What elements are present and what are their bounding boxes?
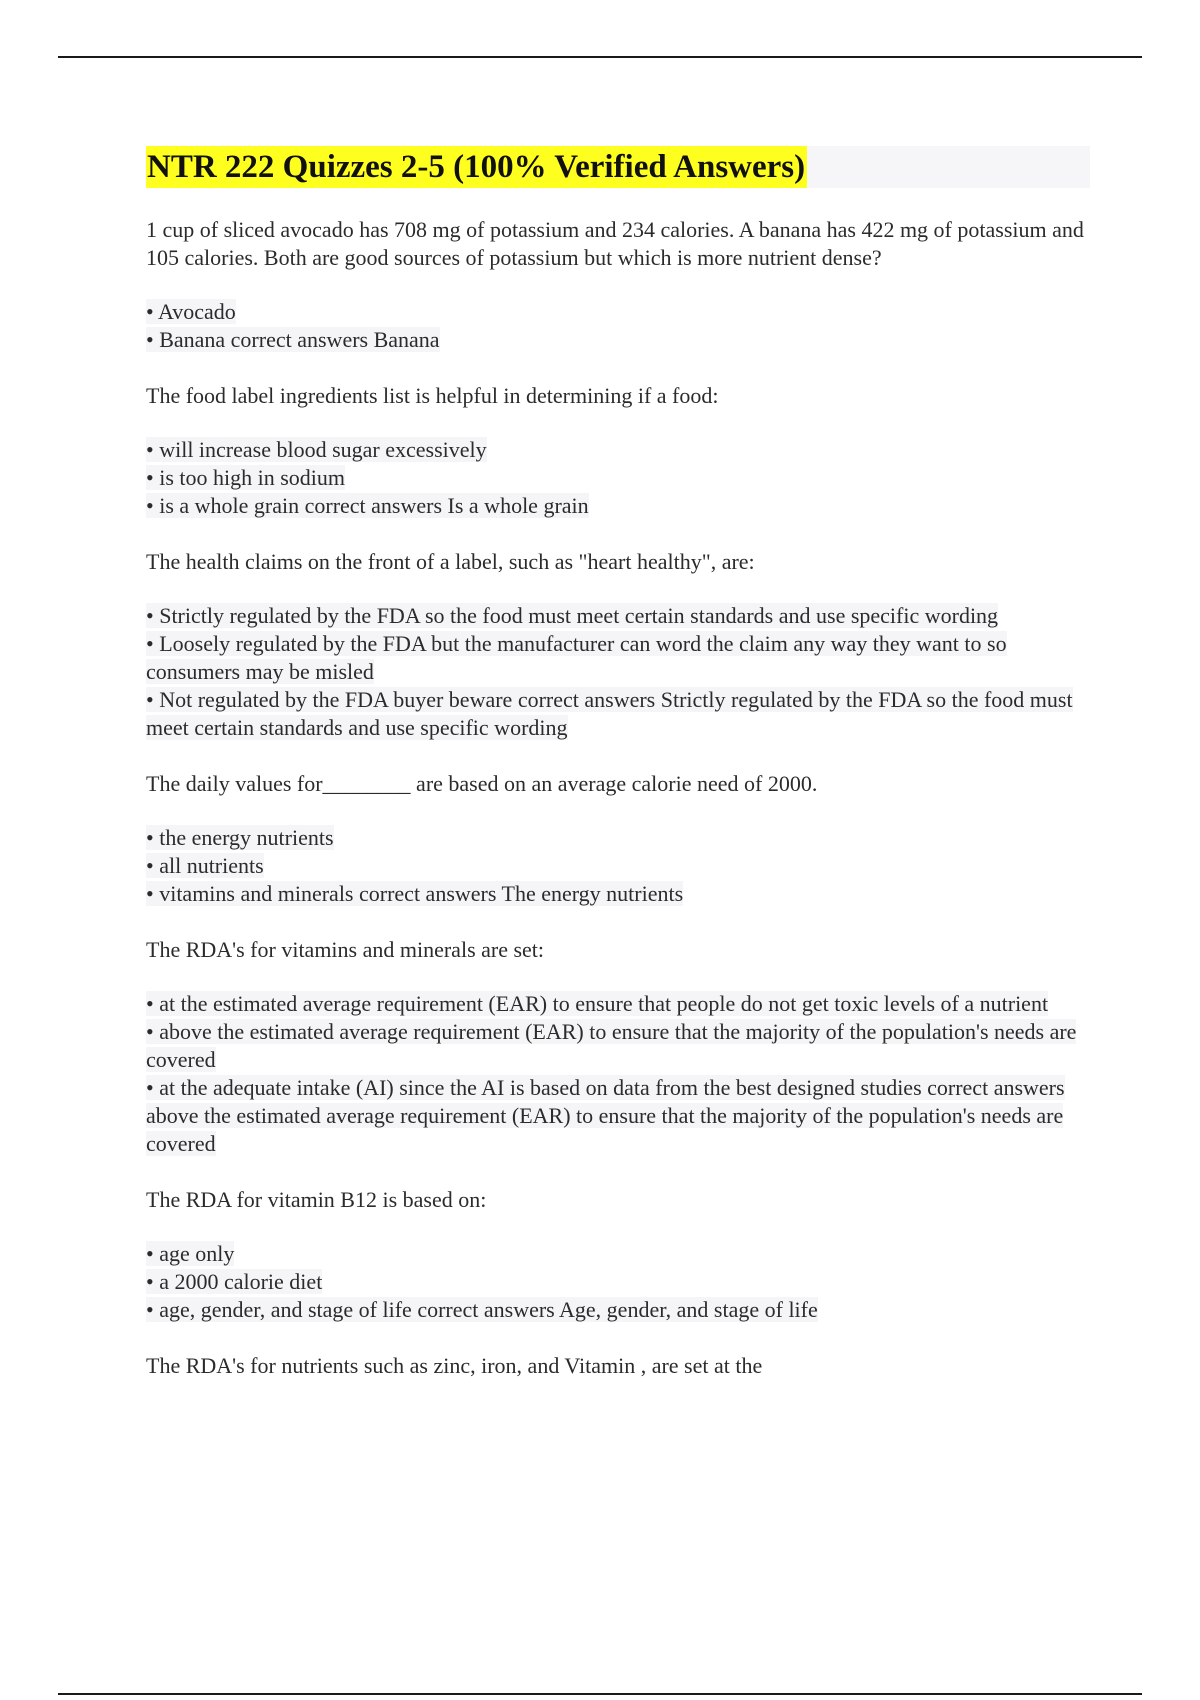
question-block (146, 1186, 1090, 1324)
answer-option (146, 630, 1090, 686)
answer-options (146, 436, 1090, 520)
answer-option (146, 492, 1090, 520)
answer-options (146, 1240, 1090, 1324)
answer-option-text: • Banana correct answers Banana (146, 327, 440, 352)
answer-options (146, 602, 1090, 742)
answer-option (146, 852, 1090, 880)
question-text: The RDA's for nutrients such as zinc, iron, and Vitamin , are set at the (146, 1353, 763, 1378)
answer-option (146, 464, 1090, 492)
answer-option-text: • is too high in sodium (146, 465, 345, 490)
answer-option (146, 990, 1090, 1018)
answer-option (146, 824, 1090, 852)
answer-option-text: • Not regulated by the FDA buyer beware correct answers Strictly regulated by the FDA so the food must meet certain standards and use specific wording (146, 687, 1073, 740)
question-text: The daily values for________ are based on an average calorie need of 2000. (146, 771, 818, 796)
document-title: NTR 222 Quizzes 2-5 (100% Verified Answers) (146, 146, 807, 188)
question-text: 1 cup of sliced avocado has 708 mg of potassium and 234 calories. A banana has 422 mg of potassium and 105 calories. Both are good sources of potassium but which is more nutrient dense? (146, 217, 1084, 270)
answer-option (146, 436, 1090, 464)
answer-option-text: • age only (146, 1241, 235, 1266)
answer-options (146, 298, 1090, 354)
answer-option-text: • will increase blood sugar excessively (146, 437, 487, 462)
answer-option-text: • a 2000 calorie diet (146, 1269, 323, 1294)
answer-option (146, 326, 1090, 354)
answer-option (146, 1240, 1090, 1268)
answer-option-text: • Strictly regulated by the FDA so the food must meet certain standards and use specific wording (146, 603, 999, 628)
answer-option (146, 880, 1090, 908)
answer-option (146, 1268, 1090, 1296)
question-text: The RDA's for vitamins and minerals are set: (146, 937, 545, 962)
question-text: The health claims on the front of a label, such as "heart healthy", are: (146, 549, 755, 574)
document-body (146, 146, 1090, 1406)
answer-option (146, 602, 1090, 630)
question-block (146, 548, 1090, 742)
answer-option-text: • at the adequate intake (AI) since the AI is based on data from the best designed studies correct answers above the estimated average requirement (EAR) to ensure that the majority of the population's needs are covered (146, 1075, 1065, 1156)
title-row (146, 146, 1090, 188)
header-rule (58, 56, 1142, 58)
footer-rule (58, 1693, 1142, 1695)
answer-option-text: • the energy nutrients (146, 825, 334, 850)
answer-option-text: • at the estimated average requirement (EAR) to ensure that people do not get toxic levels of a nutrient (146, 991, 1049, 1016)
question-block (146, 216, 1090, 354)
question-list (146, 216, 1090, 1380)
question-text: The food label ingredients list is helpful in determining if a food: (146, 383, 719, 408)
answer-option-text: • above the estimated average requirement (EAR) to ensure that the majority of the population's needs are covered (146, 1019, 1077, 1072)
question-block (146, 1352, 1090, 1380)
answer-options (146, 990, 1090, 1158)
answer-options (146, 824, 1090, 908)
question-block (146, 770, 1090, 908)
answer-option (146, 1296, 1090, 1324)
answer-option (146, 686, 1090, 742)
answer-option-text: • age, gender, and stage of life correct answers Age, gender, and stage of life (146, 1297, 818, 1322)
answer-option-text: • Loosely regulated by the FDA but the manufacturer can word the claim any way they want to so consumers may be misled (146, 631, 1007, 684)
answer-option-text: • vitamins and minerals correct answers The energy nutrients (146, 881, 684, 906)
question-text: The RDA for vitamin B12 is based on: (146, 1187, 487, 1212)
answer-option-text: • is a whole grain correct answers Is a whole grain (146, 493, 589, 518)
answer-option-text: • Avocado (146, 299, 236, 324)
answer-option (146, 1018, 1090, 1074)
question-block (146, 936, 1090, 1158)
answer-option (146, 298, 1090, 326)
question-block (146, 382, 1090, 520)
answer-option (146, 1074, 1090, 1158)
answer-option-text: • all nutrients (146, 853, 264, 878)
